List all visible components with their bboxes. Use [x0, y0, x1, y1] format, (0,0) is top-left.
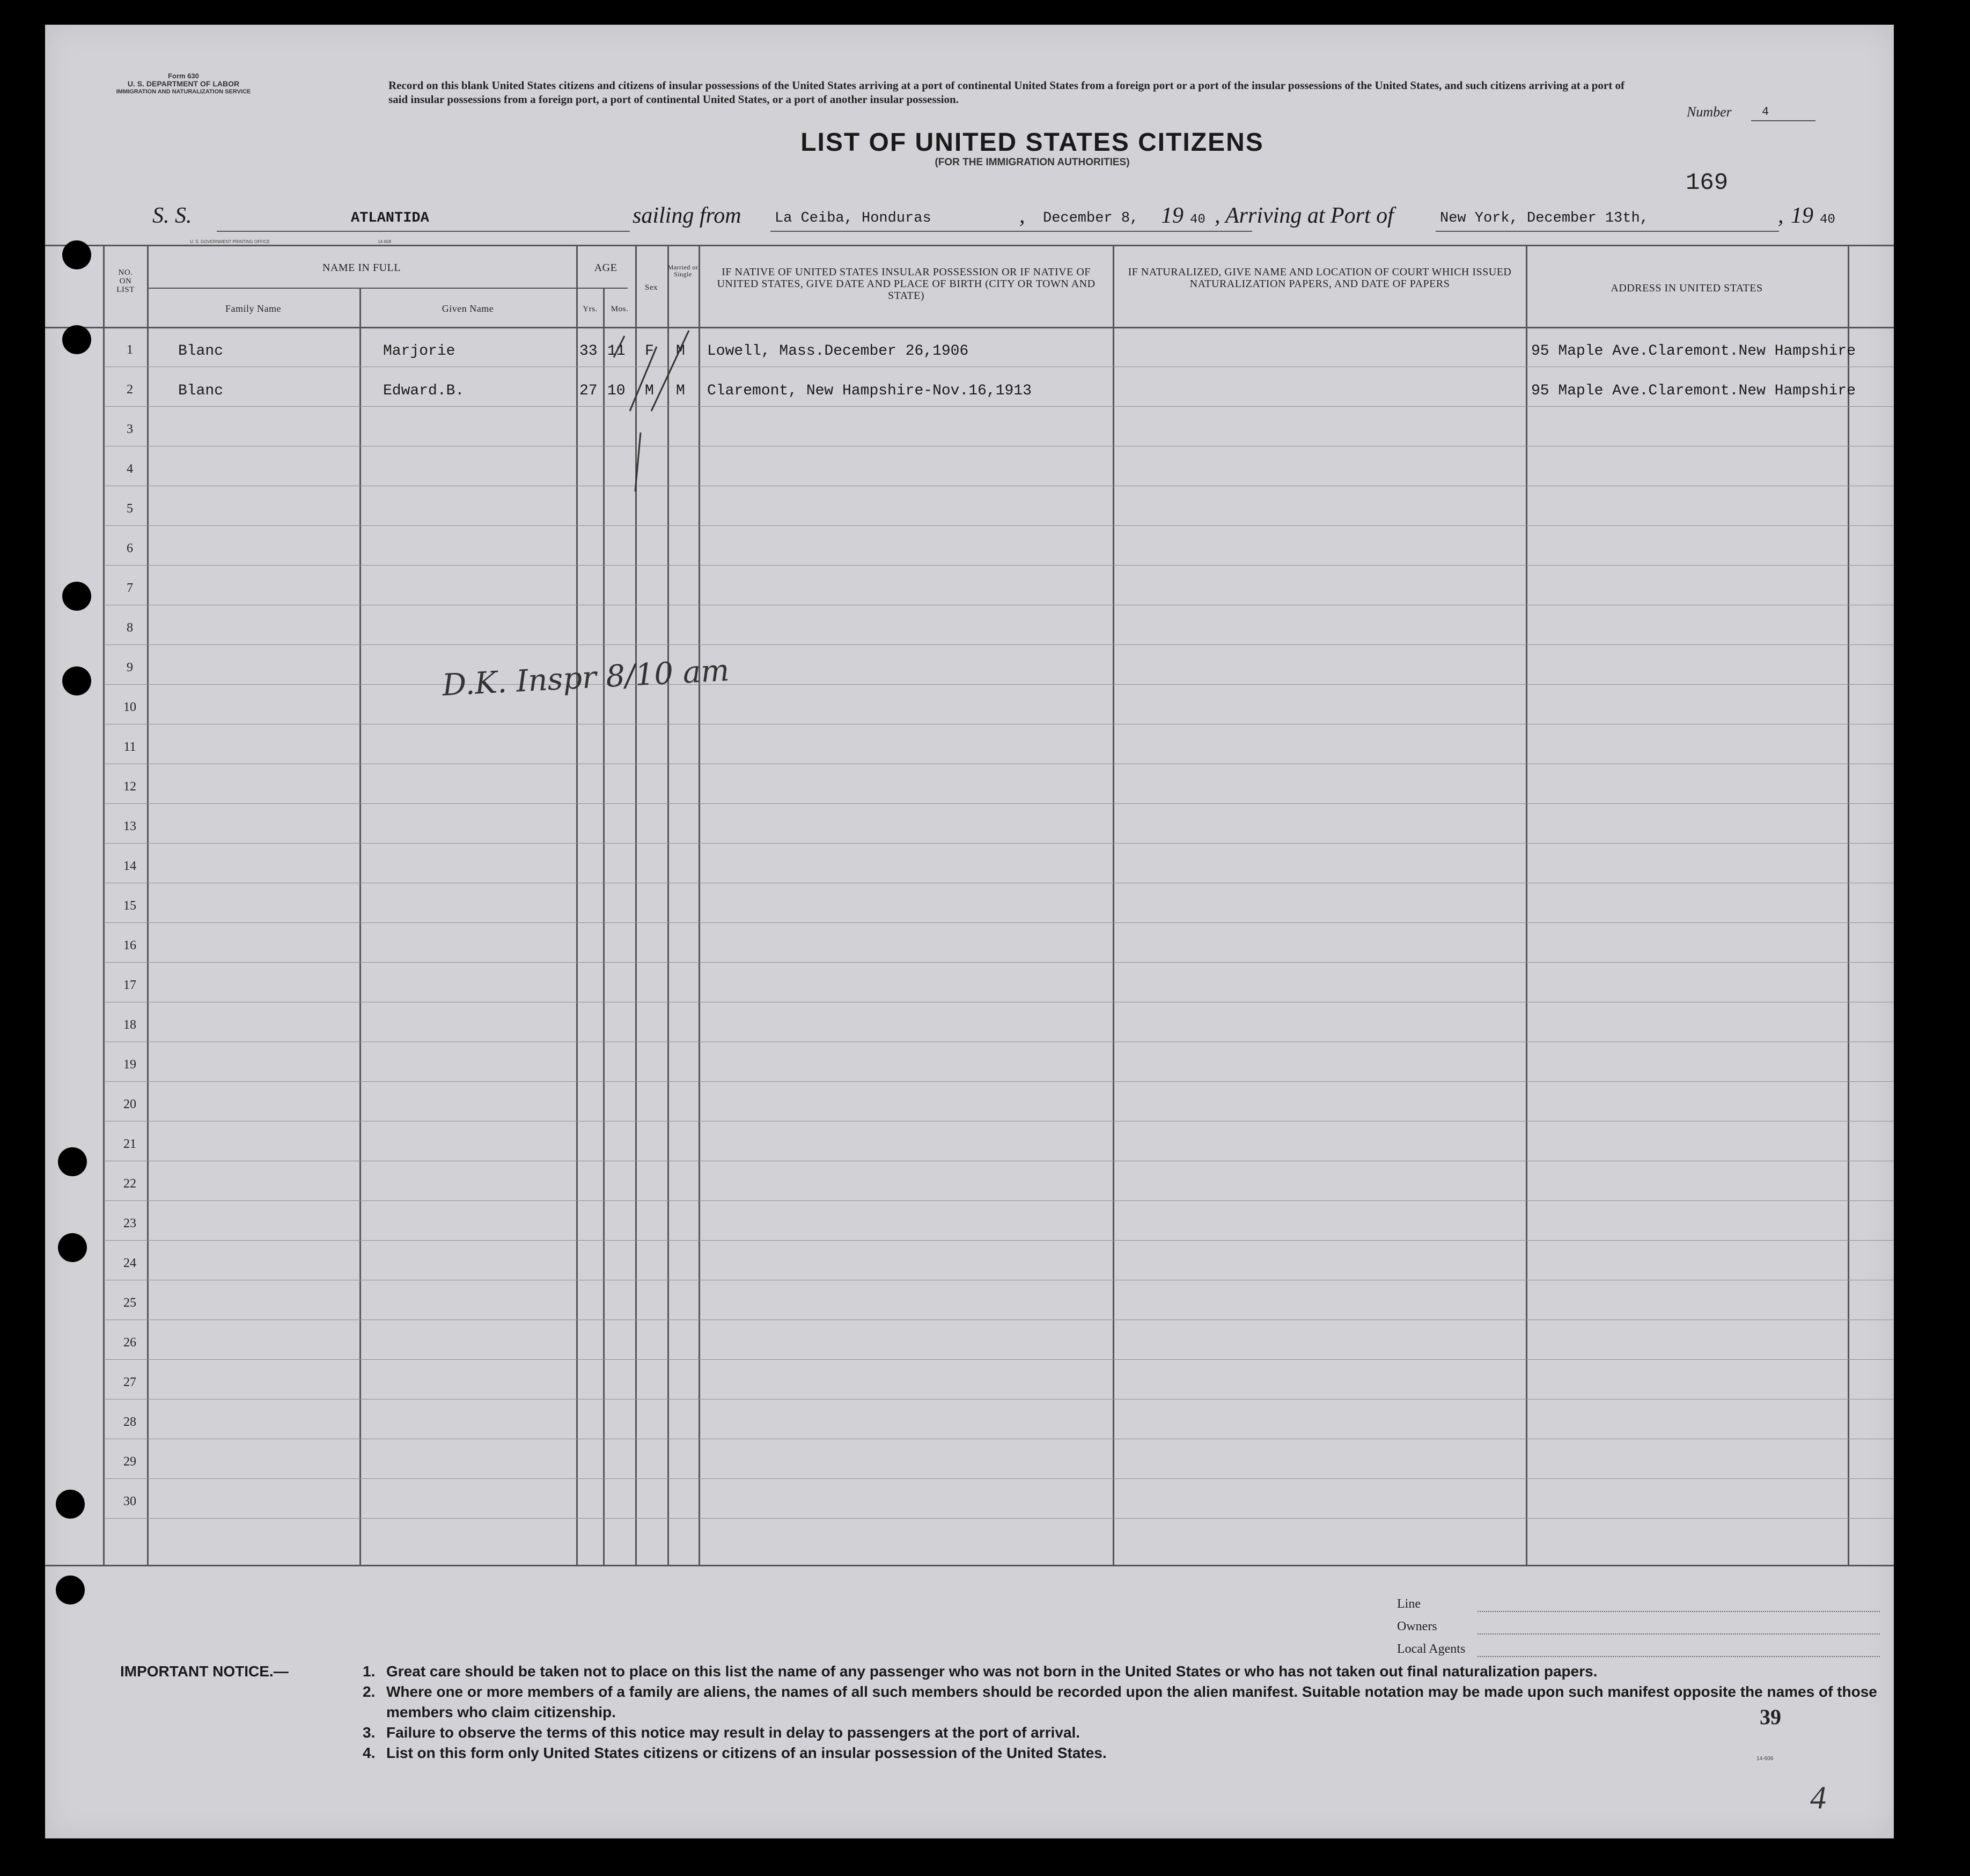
page-subtitle: (FOR THE IMMIGRATION AUTHORITIES)	[935, 157, 1130, 168]
row-number: 13	[123, 819, 136, 833]
row-number: 15	[123, 899, 136, 913]
agents-block	[1397, 1597, 1880, 1665]
address-cell: 95 Maple Ave.Claremont.New Hampshire	[1531, 343, 1856, 360]
row-rule	[104, 843, 1894, 844]
row-rule	[104, 644, 1894, 645]
header-mos: Mos.	[611, 305, 629, 313]
table-bottom-rule	[45, 1565, 1894, 1566]
row-rule	[104, 1518, 1894, 1519]
row-number: 14	[123, 859, 136, 873]
row-number: 8	[127, 621, 133, 635]
row-number: 11	[123, 740, 136, 754]
marital-cell: M	[676, 383, 685, 399]
age-years-cell: 33	[579, 343, 598, 360]
row-number: 20	[123, 1097, 136, 1111]
row-number: 5	[127, 502, 133, 516]
row-number: 4	[127, 462, 133, 476]
punch-hole	[62, 325, 91, 354]
row-number: 25	[123, 1296, 136, 1310]
row-number: 12	[123, 780, 136, 794]
from-port: La Ceiba, Honduras	[775, 210, 931, 226]
punch-hole	[62, 582, 91, 611]
row-rule	[104, 1359, 1894, 1360]
tally-number: 39	[1760, 1705, 1781, 1729]
voyage-line: S. S. ATLANTIDA sailing from La Ceiba, Honduras , December 8, 19 40 , Arriving at Port of New York, December 13th, , 19 40	[152, 203, 1869, 235]
notice-item: 4. List on this form only United States citizens or citizens of an insular possession of the United States.	[363, 1745, 1107, 1761]
row-rule	[104, 684, 1894, 685]
col-rule	[359, 288, 361, 1565]
row-number: 2	[127, 383, 133, 397]
family-name-cell: Blanc	[178, 383, 224, 399]
row-rule	[104, 1478, 1894, 1479]
punch-hole	[56, 1575, 85, 1604]
row-number: 19	[123, 1058, 136, 1072]
arrival-port: New York, December 13th,	[1440, 210, 1649, 226]
col-rule	[147, 245, 149, 1565]
given-name-cell: Edward.B.	[383, 383, 465, 399]
row-number: 30	[123, 1494, 136, 1508]
row-number: 29	[123, 1455, 136, 1469]
sex-cell: M	[645, 383, 654, 399]
row-rule	[104, 406, 1894, 407]
header-birth: IF NATIVE OF UNITED STATES INSULAR POSSESSION OR IF NATIVE OF UNITED STATES, GIVE DATE AND PLACE OF BIRTH (CITY OR TOWN AND STATE)	[717, 266, 1096, 302]
row-number: 1	[127, 343, 133, 357]
row-number: 27	[123, 1375, 136, 1389]
printer-code: 14-608	[378, 239, 391, 244]
age-months-cell: 11	[607, 343, 626, 360]
form-number-block	[92, 72, 275, 96]
ss-label: S. S.	[152, 203, 192, 228]
row-number: 22	[123, 1177, 136, 1191]
family-name-cell: Blanc	[178, 343, 224, 360]
checkmark-strokes	[582, 325, 710, 497]
ship-name: ATLANTIDA	[351, 210, 429, 226]
marital-cell: M	[676, 343, 685, 360]
department-name: U. S. DEPARTMENT OF LABOR	[127, 79, 240, 88]
row-number: 28	[123, 1415, 136, 1429]
row-number: 7	[127, 581, 133, 595]
age-months-cell: 10	[607, 383, 626, 399]
punch-hole	[58, 1147, 87, 1176]
stamp-number: 169	[1686, 170, 1729, 196]
punch-hole	[62, 240, 91, 269]
number-value: 4	[1762, 105, 1769, 119]
form-instructions: Record on this blank United States citizens and citizens of insular possessions of the United States arriving at a port of continental United States from a foreign port or a port of the insular possessions of the United States, and such citizens arriving at a port of said insular possessions from a foreign port, a port of continental United States, or a port of another insular possession.	[388, 79, 1624, 106]
row-rule	[104, 1200, 1894, 1201]
notice-item: 1. Great care should be taken not to place on this list the name of any passenger who was not born in the United States or who has not taken out final naturalization papers.	[363, 1663, 1598, 1680]
number-underline	[1751, 120, 1815, 121]
header-address: ADDRESS IN UNITED STATES	[1611, 282, 1763, 294]
row-number: 17	[123, 978, 136, 992]
row-rule	[104, 1240, 1894, 1241]
page-title: LIST OF UNITED STATES CITIZENS	[800, 128, 1264, 157]
row-number: 3	[127, 422, 133, 436]
header-married-single: Married or Single	[667, 263, 699, 278]
service-name: IMMIGRATION AND NATURALIZATION SERVICE	[116, 89, 251, 95]
header-yrs: Yrs.	[583, 305, 598, 313]
row-rule	[104, 803, 1894, 804]
arriving-label: Arriving at Port of	[1225, 203, 1394, 228]
row-number: 9	[127, 661, 133, 675]
inspector-signature: D.K. Inspr 8/10 am	[441, 653, 730, 703]
page-mark: 4	[1810, 1780, 1826, 1815]
col-rule	[1848, 245, 1849, 1565]
punch-hole	[62, 666, 91, 695]
line-field: Line	[1397, 1597, 1880, 1619]
row-number: 26	[123, 1336, 136, 1350]
name-subheader-rule	[148, 288, 628, 289]
owners-field: Owners	[1397, 1619, 1880, 1642]
notice-item: 3. Failure to observe the terms of this notice may result in delay to passengers at the port of arrival.	[363, 1724, 1080, 1741]
table-top-rule	[45, 245, 1894, 246]
age-subheader-rule	[582, 288, 628, 289]
departure-date: December 8,	[1043, 210, 1139, 226]
punch-hole	[58, 1233, 87, 1262]
header-naturalized: IF NATURALIZED, GIVE NAME AND LOCATION OF COURT WHICH ISSUED NATURALIZATION PAPERS, AND DATE OF PAPERS	[1128, 266, 1512, 290]
row-rule	[104, 922, 1894, 923]
row-rule	[104, 962, 1894, 963]
notice-item: 2. Where one or more members of a family are aliens, the names of all such members should be recorded upon the alien manifest. Suitable notation may be made upon such manifest opposite the names of those members who claim citizenship.	[363, 1683, 1877, 1720]
year-prefix-2: 19	[1791, 203, 1813, 228]
col-rule	[103, 245, 105, 1565]
year-1: 40	[1190, 212, 1205, 227]
row-number: 24	[123, 1256, 136, 1270]
row-number: 23	[123, 1217, 136, 1230]
address-cell: 95 Maple Ave.Claremont.New Hampshire	[1531, 383, 1856, 399]
row-number: 6	[127, 541, 133, 555]
col-rule	[1526, 245, 1527, 1565]
birth-cell: Lowell, Mass.December 26,1906	[707, 343, 969, 360]
row-rule	[104, 1081, 1894, 1082]
header-no-on-list: NO. ON LIST	[116, 268, 135, 294]
row-number: 18	[123, 1018, 136, 1032]
row-number: 10	[123, 700, 136, 714]
printer-note: U. S. GOVERNMENT PRINTING OFFICE	[190, 239, 270, 244]
col-rule	[1113, 245, 1114, 1565]
birth-cell: Claremont, New Hampshire-Nov.16,1913	[707, 383, 1032, 399]
sex-cell: F	[645, 343, 654, 360]
header-bottom-rule	[45, 327, 1894, 328]
year-2: 40	[1820, 212, 1835, 227]
arrival-underline	[1436, 231, 1779, 232]
header-name-in-full: NAME IN FULL	[322, 262, 401, 274]
given-name-cell: Marjorie	[383, 343, 455, 360]
header-given-name: Given Name	[442, 303, 494, 314]
row-number: 16	[123, 939, 136, 952]
header-sex: Sex	[645, 283, 658, 292]
row-rule	[104, 565, 1894, 566]
notice-code: 14-608	[1756, 1756, 1774, 1762]
row-number: 21	[123, 1137, 136, 1151]
sailing-label: sailing from	[633, 203, 741, 228]
manifest-sheet	[45, 25, 1894, 1838]
departure-underline	[1032, 231, 1252, 232]
form-number: Form 630	[168, 72, 199, 80]
header-family-name: Family Name	[225, 303, 281, 314]
year-prefix-1: 19	[1161, 203, 1184, 228]
age-years-cell: 27	[579, 383, 598, 399]
header-age: AGE	[594, 262, 618, 274]
ship-underline	[217, 231, 630, 232]
punch-hole	[56, 1490, 85, 1519]
row-rule	[104, 1121, 1894, 1122]
notice-items	[363, 1661, 1886, 1763]
row-rule	[104, 525, 1894, 526]
local-agents-field: Local Agents	[1397, 1642, 1880, 1665]
notice-label: IMPORTANT NOTICE.—	[120, 1663, 289, 1680]
number-label: Number	[1687, 104, 1732, 120]
col-rule	[576, 245, 578, 1565]
